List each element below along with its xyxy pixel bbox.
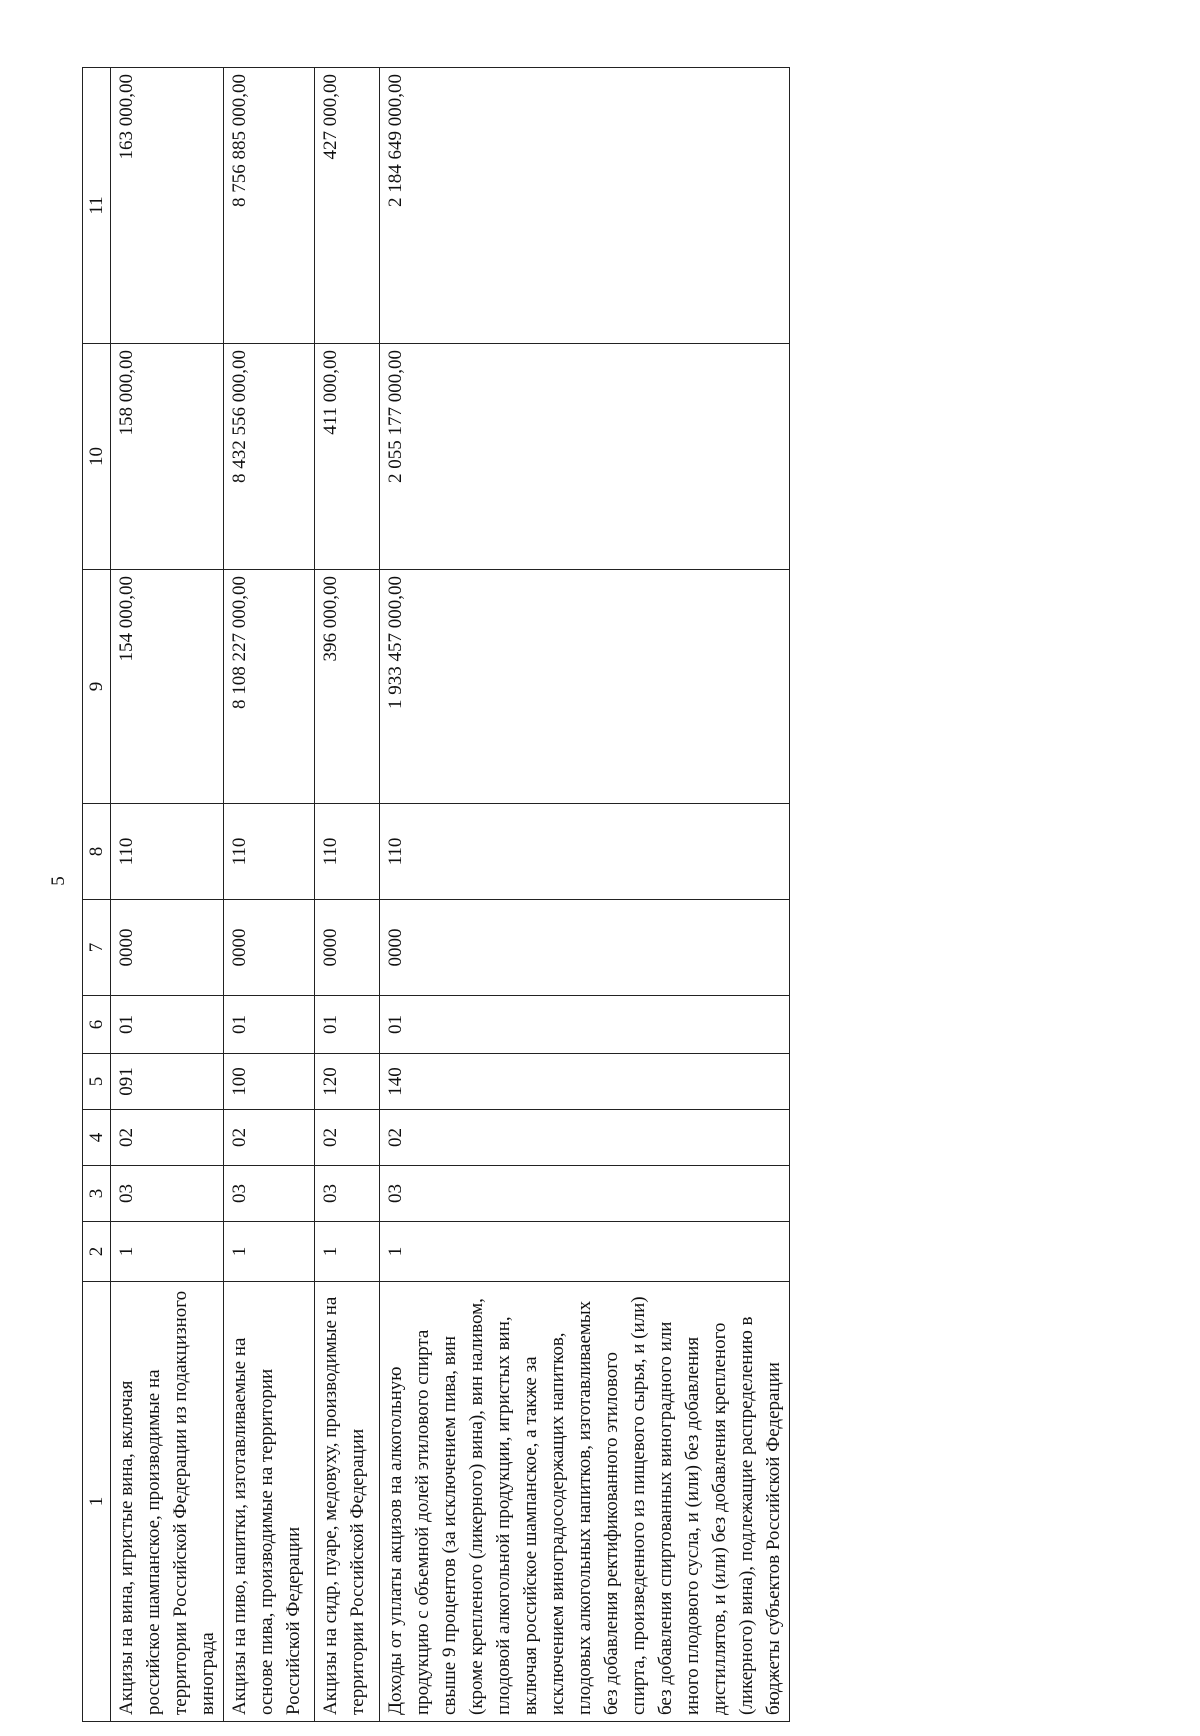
code-cell: 1	[315, 1222, 380, 1282]
amount-cell: 8 756 885 000,00	[224, 68, 315, 344]
page-number: 5	[48, 876, 69, 886]
code-cell: 01	[224, 996, 315, 1054]
code-cell: 03	[380, 1166, 790, 1222]
rotated-table-area	[82, 68, 1200, 1715]
income-name-cell: Акцизы на пиво, напитки, изготавливаемые на основе пива, производимые на территории Российской Федерации	[224, 1282, 315, 1722]
header-cell: 5	[83, 1054, 111, 1110]
table-sheet	[82, 68, 784, 1722]
header-cell: 8	[83, 804, 111, 900]
code-cell: 01	[315, 996, 380, 1054]
code-cell: 091	[111, 1054, 224, 1110]
header-cell: 6	[83, 996, 111, 1054]
amount-cell: 396 000,00	[315, 570, 380, 804]
amount-cell: 427 000,00	[315, 68, 380, 344]
code-cell: 0000	[380, 900, 790, 996]
header-cell: 3	[83, 1166, 111, 1222]
amount-cell: 158 000,00	[111, 344, 224, 570]
code-cell: 110	[224, 804, 315, 900]
code-cell: 110	[315, 804, 380, 900]
code-cell: 100	[224, 1054, 315, 1110]
code-cell: 03	[315, 1166, 380, 1222]
header-cell: 9	[83, 570, 111, 804]
amount-cell: 8 108 227 000,00	[224, 570, 315, 804]
revenue-table	[82, 67, 790, 1722]
income-name-cell: Акцизы на вина, игристые вина, включая российское шампанское, производимые на территории Российской Федерации из подакцизного винограда	[111, 1282, 224, 1722]
code-cell: 110	[111, 804, 224, 900]
code-cell: 03	[111, 1166, 224, 1222]
header-cell: 10	[83, 344, 111, 570]
amount-cell: 2 055 177 000,00	[380, 344, 790, 570]
code-cell: 1	[380, 1222, 790, 1282]
header-cell: 4	[83, 1110, 111, 1166]
table-row	[224, 68, 315, 1722]
code-cell: 1	[111, 1222, 224, 1282]
header-cell: 1	[83, 1282, 111, 1722]
header-cell: 2	[83, 1222, 111, 1282]
code-cell: 0000	[224, 900, 315, 996]
amount-cell: 154 000,00	[111, 570, 224, 804]
amount-cell: 2 184 649 000,00	[380, 68, 790, 344]
code-cell: 140	[380, 1054, 790, 1110]
income-name-cell: Доходы от уплаты акцизов на алкогольную продукцию с объемной долей этилового спирта свыше 9 процентов (за исключением пива, вин (кроме крепленого (ликерного) вина), вин наливом, плодовой алкогольной продукции, игристых вин, включая российское шампанское, а также за исключением виноградосодержащих напитков, плодовых алкогольных напитков, изготавливаемых без добавления ректификованного этилового спирта, произведенного из пищевого сырья, и (или) без добавления спиртованных виноградного или иного плодового сусла, и (или) без добавления дистиллятов, и (или) без добавления крепленого (ликерного) вина), подлежащие распределению в бюджеты субъектов Российской Федерации	[380, 1282, 790, 1722]
code-cell: 02	[380, 1110, 790, 1166]
header-cell: 11	[83, 68, 111, 344]
table-row	[380, 68, 790, 1722]
code-cell: 02	[111, 1110, 224, 1166]
code-cell: 01	[380, 996, 790, 1054]
code-cell: 0000	[315, 900, 380, 996]
amount-cell: 411 000,00	[315, 344, 380, 570]
code-cell: 120	[315, 1054, 380, 1110]
amount-cell: 8 432 556 000,00	[224, 344, 315, 570]
header-row	[83, 68, 111, 1722]
code-cell: 02	[224, 1110, 315, 1166]
income-name-cell: Акцизы на сидр, пуаре, медовуху, производимые на территории Российской Федерации	[315, 1282, 380, 1722]
code-cell: 0000	[111, 900, 224, 996]
code-cell: 1	[224, 1222, 315, 1282]
code-cell: 110	[380, 804, 790, 900]
table-row	[315, 68, 380, 1722]
code-cell: 03	[224, 1166, 315, 1222]
amount-cell: 1 933 457 000,00	[380, 570, 790, 804]
amount-cell: 163 000,00	[111, 68, 224, 344]
code-cell: 01	[111, 996, 224, 1054]
table-row	[111, 68, 224, 1722]
header-cell: 7	[83, 900, 111, 996]
code-cell: 02	[315, 1110, 380, 1166]
